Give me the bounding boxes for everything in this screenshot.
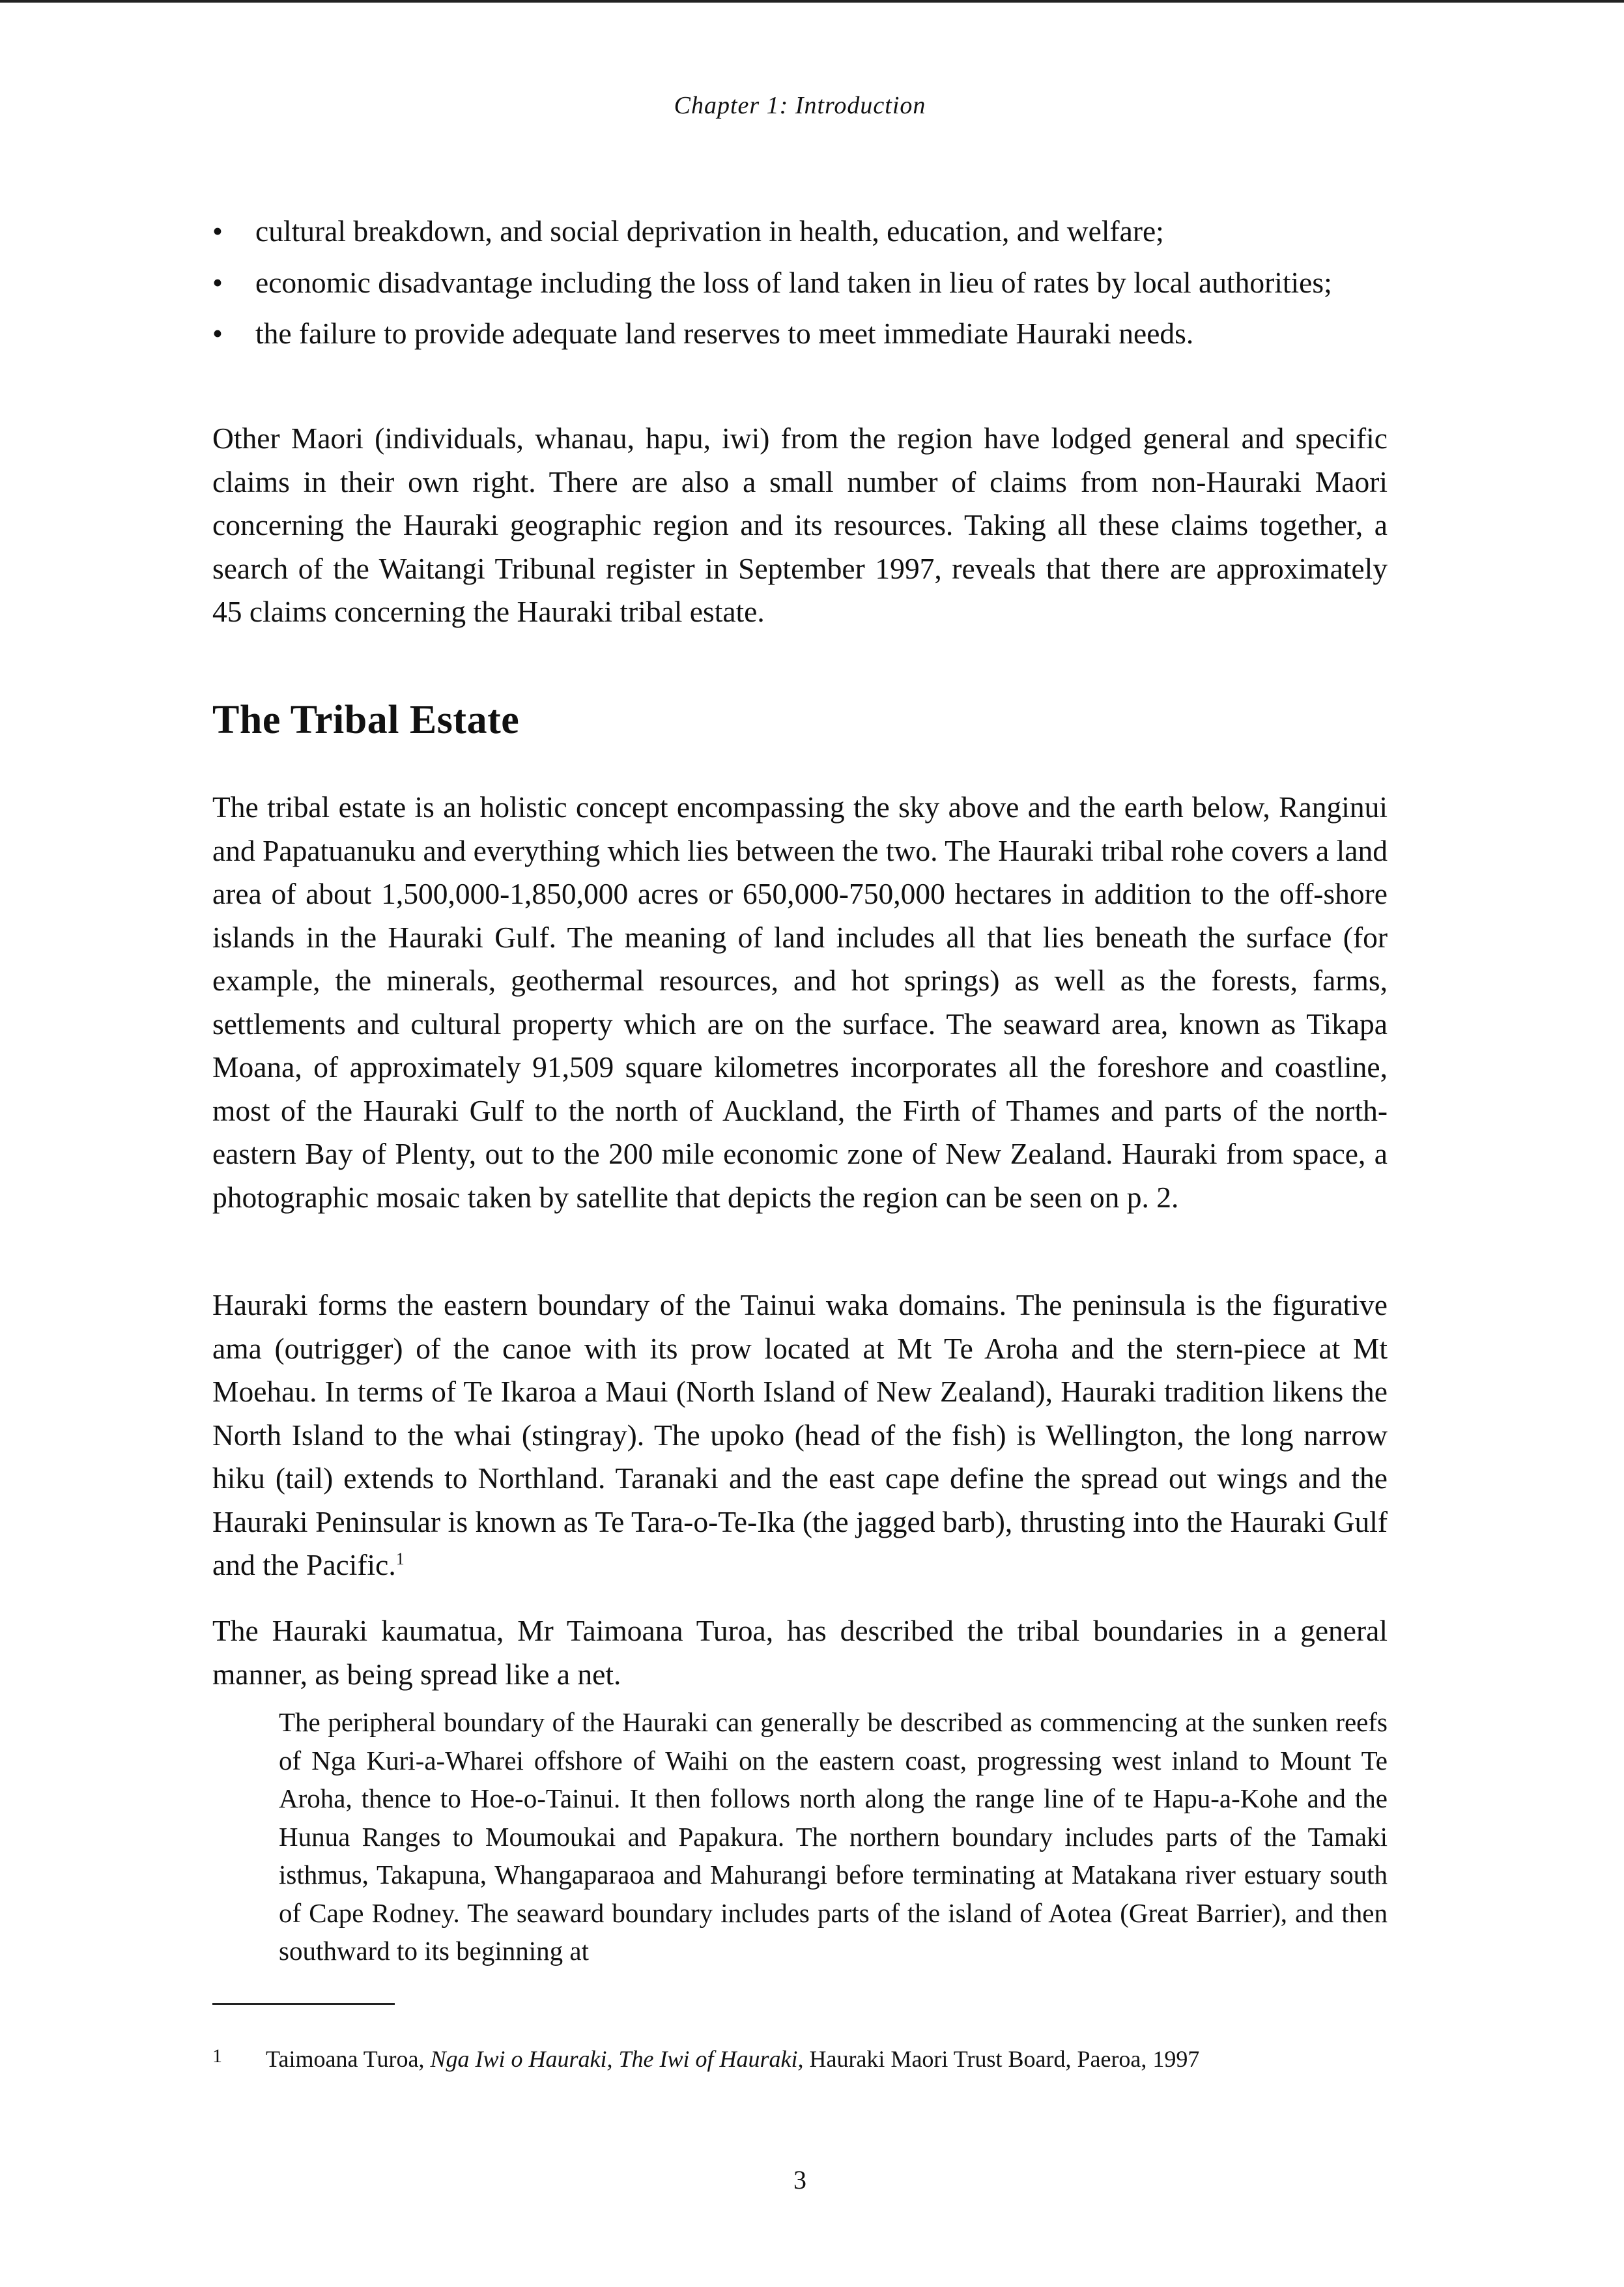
bullet-text: economic disadvantage including the loss of land taken in lieu of rates by local authorities; (255, 265, 1332, 299)
footnote-number: 1 (212, 2045, 222, 2067)
bullet-text: cultural breakdown, and social deprivation in health, education, and welfare; (255, 214, 1164, 248)
paragraph-claims: Other Maori (individuals, whanau, hapu, iwi) from the region have lodged general and specific claims in their own right. There are also a small number of claims from non-Hauraki Maori concerning the Hauraki geographic region and its resources. Taking all these claims together, a search of the Waitangi Tribunal register in September 1997, reveals that there are approximately 45 claims concerning the Hauraki tribal estate. (212, 422, 1388, 628)
bullet-text: the failure to provide adequate land reserves to meet immediate Hauraki needs. (255, 317, 1194, 350)
page-number: 3 (793, 2165, 806, 2194)
paragraph-tainui-waka-text: Hauraki forms the eastern boundary of the Tainui waka domains. The peninsula is the figurative ama (outrigger) of the canoe with its prow located at Mt Te Aroha and the stern-piece at Mt Moehau. In terms of Te Ikaroa a Maui (North Island of New Zealand), Hauraki tradition likens the North Island to the whai (stingray). The upoko (head of the fish) is Wellington, the long narrow hiku (tail) extends to Northland. Taranaki and the east cape define the spread out wings and the Hauraki Peninsular is known as Te Tara-o-Te-Ika (the jagged barb), thrusting into the Hauraki Gulf and the Pacific. (212, 1288, 1388, 1581)
footnote (212, 2043, 1388, 2075)
block-quote: The peripheral boundary of the Hauraki can generally be described as commencing at the sunken reefs of Nga Kuri-a-Wharei offshore of Waihi on the eastern coast, progressing west inland to Mount Te Aroha, thence to Hoe-o-Tainui. It then follows north along the range line of te Hapu-a-Kohe and the Hunua Ranges to Moumoukai and Papakura. The northern boundary includes parts of the Tamaki isthmus, Takapuna, Whangaparaoa and Mahurangi before terminating at Matakana river estuary south of Cape Rodney. The seaward boundary includes parts of the island of Aotea (Great Barrier), and then southward to its beginning at (279, 1707, 1388, 1966)
bullet-marker: • (212, 317, 223, 350)
bullet-item (212, 261, 1388, 305)
bullet-item (212, 210, 1388, 253)
page-top-edge (0, 0, 1624, 3)
footnote-divider (212, 2003, 395, 2005)
bullet-list (212, 210, 1388, 364)
bullet-marker: • (212, 265, 223, 299)
paragraph-tainui-waka (212, 1284, 1388, 1587)
bullet-item (212, 312, 1388, 356)
running-header: Chapter 1: Introduction (674, 92, 926, 119)
footnote-reference[interactable]: 1 (395, 1549, 405, 1568)
footnote-publisher: Hauraki Maori Trust Board, Paeroa, 1997 (809, 2046, 1200, 2072)
footnote-title-english: The Iwi of Hauraki, (618, 2046, 804, 2072)
paragraph-kaumatua: The Hauraki kaumatua, Mr Taimoana Turoa, has described the tribal boundaries in a general manner, as being spread like a net. (212, 1614, 1388, 1691)
bullet-marker: • (212, 214, 223, 248)
footnote-title: Nga Iwi o Hauraki, (430, 2046, 613, 2072)
section-heading: The Tribal Estate (212, 698, 520, 742)
paragraph-tribal-estate: The tribal estate is an holistic concept encompassing the sky above and the earth below, Ranginui and Papatuanuku and everything which lies between the two. The Hauraki tribal rohe covers a land area of about 1,500,000-1,850,000 acres or 650,000-750,000 hectares in addition to the off-shore islands in the Hauraki Gulf. The meaning of land includes all that lies beneath the surface (for example, the minerals, geothermal resources, and hot springs) as well as the forests, farms, settlements and cultural property which are on the surface. The seaward area, known as Tikapa Moana, of approximately 91,509 square kilometres incorporates all the foreshore and coastline, most of the Hauraki Gulf to the north of Auckland, the Firth of Thames and parts of the north-eastern Bay of Plenty, out to the 200 mile economic zone of New Zealand. Hauraki from space, a photographic mosaic taken by satellite that depicts the region can be seen on p. 2. (212, 790, 1388, 1214)
footnote-author: Taimoana Turoa, (266, 2046, 425, 2072)
